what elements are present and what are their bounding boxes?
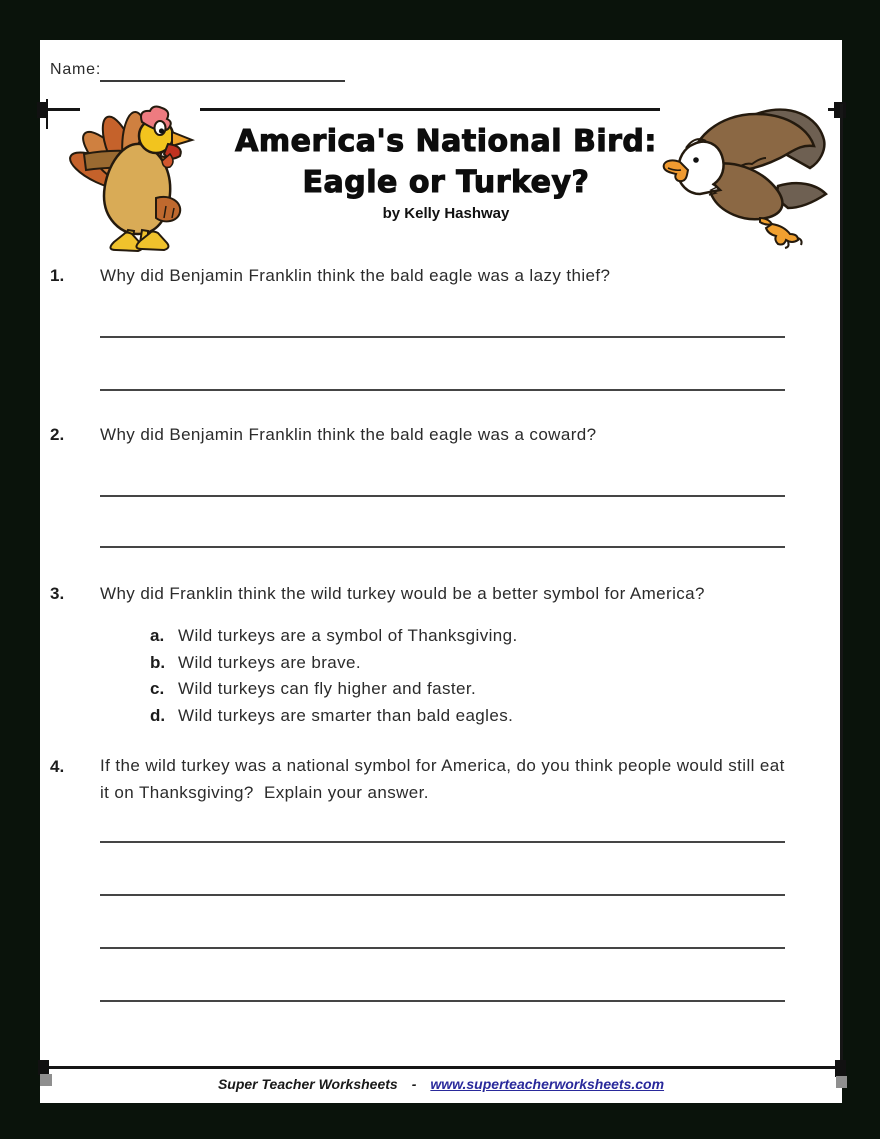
footer-divider <box>48 1066 844 1069</box>
choice-c-letter: c. <box>150 679 165 698</box>
footer <box>40 1076 842 1092</box>
name-label: Name: <box>50 61 102 78</box>
question-3-number: 3. <box>50 584 65 603</box>
worksheet-page <box>40 40 842 1103</box>
question-4-number: 4. <box>50 757 65 776</box>
page-right-border <box>840 104 843 1072</box>
choice-c-text: Wild turkeys can fly higher and faster. <box>178 679 477 698</box>
answer-line <box>100 495 785 497</box>
answer-line <box>100 894 785 896</box>
worksheet-title-line2: Eagle or Turkey? <box>302 165 590 200</box>
choice-d-text: Wild turkeys are smarter than bald eagles. <box>178 706 514 725</box>
worksheet-title-line1: America's National Bird: <box>235 124 657 159</box>
question-2-text: Why did Benjamin Franklin think the bald eagle was a coward? <box>100 425 597 444</box>
choice-b-text: Wild turkeys are brave. <box>178 653 362 672</box>
worksheet-byline: by Kelly Hashway <box>382 205 510 222</box>
question-4-text-line1: If the wild turkey was a national symbol for America, do you think people would still eat <box>100 756 785 775</box>
question-4-text-line2: it on Thanksgiving? Explain your answer. <box>100 783 429 802</box>
answer-line <box>100 947 785 949</box>
footer-url-link[interactable]: www.superteacherworksheets.com <box>430 1076 665 1092</box>
answer-line <box>100 841 785 843</box>
choice-d-letter: d. <box>150 706 166 725</box>
footer-right-edge-mark <box>835 1060 846 1077</box>
name-blank-line <box>100 80 345 82</box>
answer-line <box>100 1000 785 1002</box>
answer-line <box>100 389 785 391</box>
choice-a-letter: a. <box>150 626 165 645</box>
footer-left-edge-mark <box>38 1060 49 1075</box>
answer-line <box>100 336 785 338</box>
footer-separator: - <box>411 1076 417 1092</box>
question-2-number: 2. <box>50 425 65 444</box>
choice-b-letter: b. <box>150 653 166 672</box>
question-3-text: Why did Franklin think the wild turkey would be a better symbol for America? <box>100 584 705 603</box>
question-1-text: Why did Benjamin Franklin think the bald eagle was a lazy thief? <box>100 266 611 285</box>
answer-line <box>100 546 785 548</box>
footer-brand: Super Teacher Worksheets <box>217 1076 398 1092</box>
question-1-number: 1. <box>50 266 65 285</box>
choice-a-text: Wild turkeys are a symbol of Thanksgiving. <box>178 626 518 645</box>
